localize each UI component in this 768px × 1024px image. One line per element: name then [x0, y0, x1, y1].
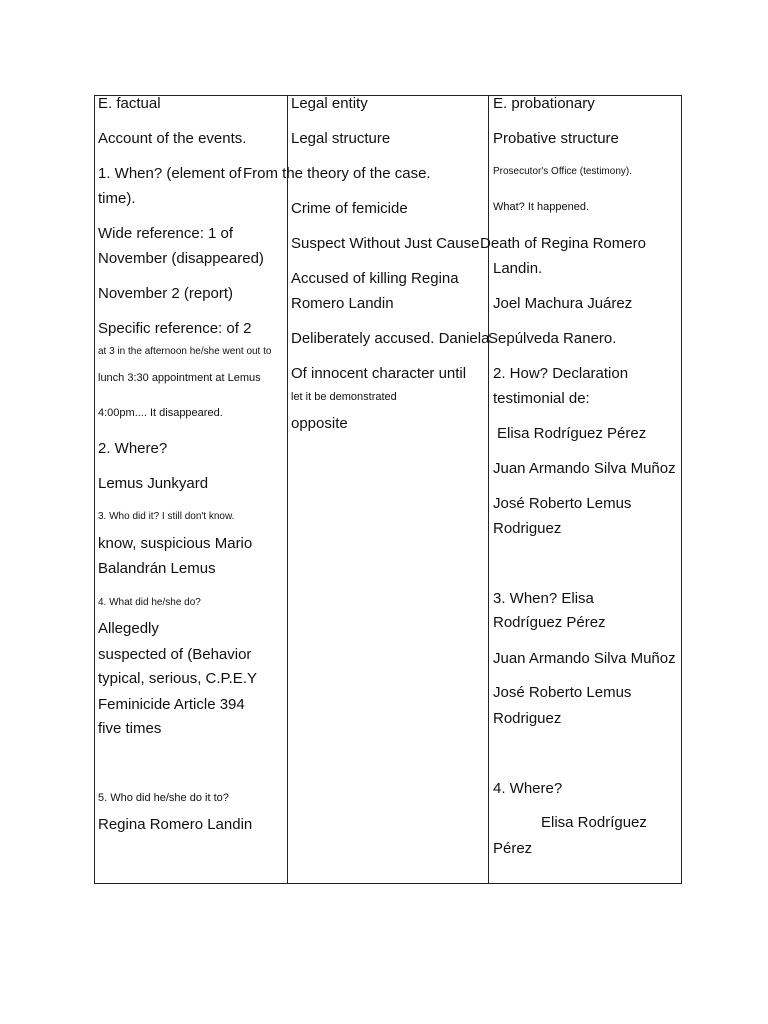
col3-text: Joel Machura Juárez — [493, 295, 633, 312]
col1-text: Account of the events. — [98, 130, 247, 147]
col3-text: Rodríguez Pérez — [493, 614, 606, 631]
col2-header: Legal entity — [291, 95, 368, 112]
col3-text: Prosecutor's Office (testimony). — [493, 166, 632, 177]
col2-text: Romero Landin — [291, 295, 394, 312]
col2-text: Suspect Without Just Cause — [291, 235, 480, 252]
col3-text: José Roberto Lemus — [493, 495, 632, 512]
col2-text: Of innocent character until — [291, 365, 467, 382]
column-divider-1 — [287, 95, 288, 884]
col3-text: 3. When? Elisa — [493, 590, 594, 607]
col1-text: Specific reference: of 2 — [98, 320, 252, 337]
col3-text: What? It happened. — [493, 201, 590, 213]
col3-text: 4. Where? — [493, 780, 563, 797]
col3-text: Elisa Rodríguez — [541, 814, 647, 831]
col2-text: opposite — [291, 415, 348, 432]
col1-text: 4:00pm.... It disappeared. — [98, 407, 223, 419]
col1-text: typical, serious, C.P.E.Y — [98, 670, 257, 687]
col1-text: at 3 in the afternoon he/she went out to — [98, 346, 272, 357]
col3-text: testimonial de: — [493, 390, 590, 407]
col1-text: Lemus Junkyard — [98, 475, 209, 492]
col3-text: Elisa Rodríguez Pérez — [497, 425, 647, 442]
col3-text: José Roberto Lemus — [493, 684, 632, 701]
col1-text: 4. What did he/she do? — [98, 597, 201, 608]
col3-text: Death of Regina Romero — [480, 235, 646, 252]
col1-text: November (disappeared) — [98, 250, 264, 267]
col3-text: Sepúlveda Ranero. — [488, 330, 617, 347]
col2-text: Crime of femicide — [291, 200, 408, 217]
col1-text: 5. Who did he/she do it to? — [98, 792, 229, 804]
col3-text: Juan Armando Silva Muñoz — [493, 650, 676, 667]
col1-text: 1. When? (element of — [98, 165, 242, 182]
col1-text: November 2 (report) — [98, 285, 234, 302]
col3-text: Probative structure — [493, 130, 619, 147]
col1-text: 3. Who did it? I still don't know. — [98, 511, 235, 522]
col3-text: Landin. — [493, 260, 543, 277]
col1-text: Regina Romero Landin — [98, 816, 253, 833]
col2-text: let it be demonstrated — [291, 391, 397, 403]
col3-header: E. probationary — [493, 95, 595, 112]
col3-text: Rodriguez — [493, 710, 562, 727]
col1-header: E. factual — [98, 95, 161, 112]
col3-text: 2. How? Declaration — [493, 365, 629, 382]
col1-text: know, suspicious Mario — [98, 535, 253, 552]
col3-text: Rodriguez — [493, 520, 562, 537]
col2-text: From the theory of the case. — [243, 165, 431, 182]
column-divider-2 — [488, 95, 489, 884]
col1-text: Balandrán Lemus — [98, 560, 216, 577]
col2-text: Legal structure — [291, 130, 391, 147]
col1-text: Allegedly — [98, 620, 159, 637]
col3-text: Pérez — [493, 840, 533, 857]
col1-text: suspected of (Behavior — [98, 646, 252, 663]
col1-text: time). — [98, 190, 136, 207]
col1-text: Wide reference: 1 of — [98, 225, 234, 242]
col1-text: five times — [98, 720, 162, 737]
col2-text: Deliberately accused. Daniela — [291, 330, 490, 347]
col1-text: 2. Where? — [98, 440, 168, 457]
col1-text: lunch 3:30 appointment at Lemus — [98, 372, 261, 384]
col3-text: Juan Armando Silva Muñoz — [493, 460, 676, 477]
col1-text: Feminicide Article 394 — [98, 696, 245, 713]
col2-text: Accused of killing Regina — [291, 270, 459, 287]
